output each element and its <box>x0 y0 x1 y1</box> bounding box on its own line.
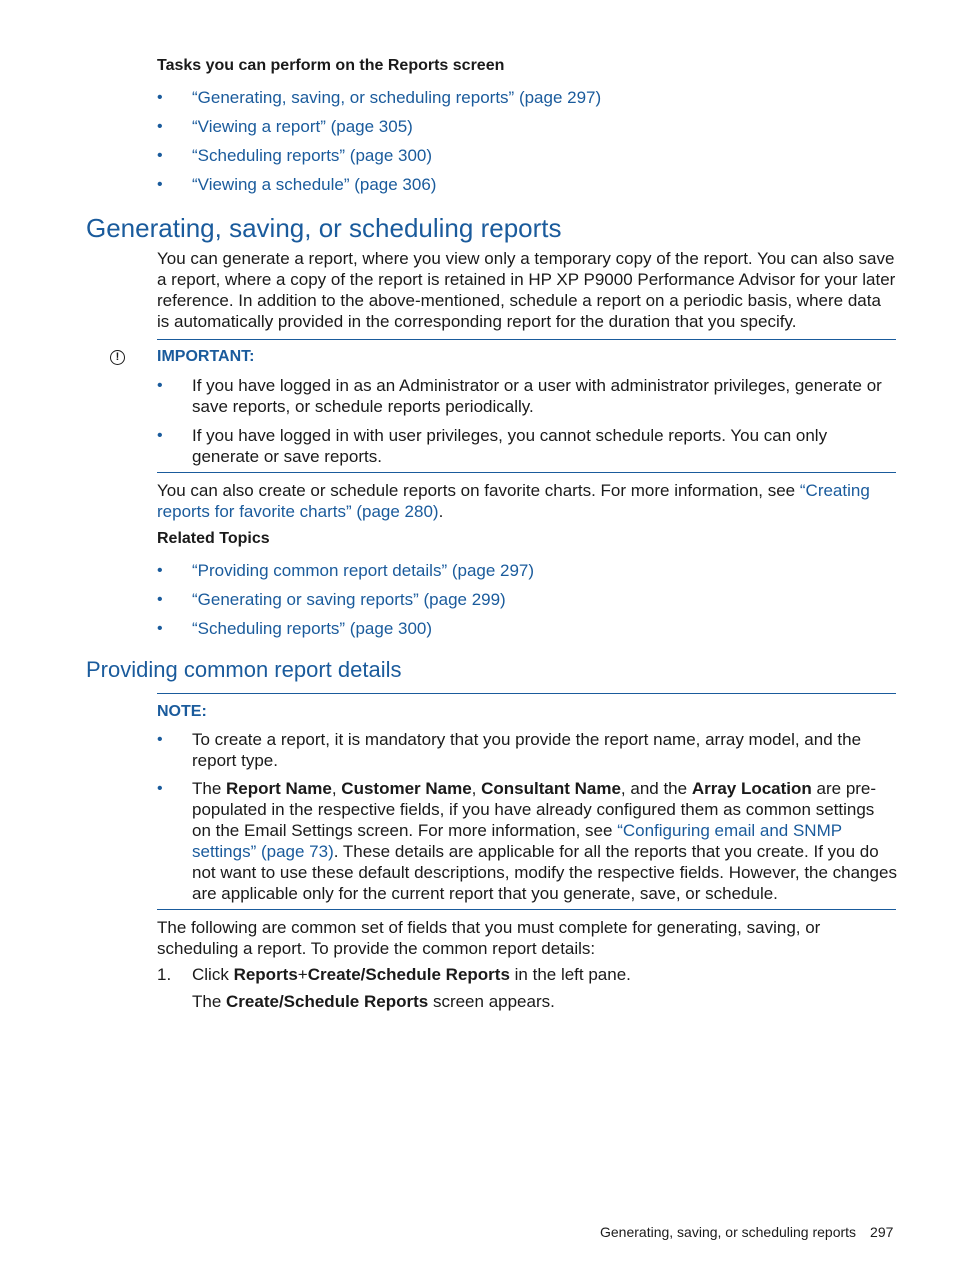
note-bold-report-name: Report Name <box>226 779 332 798</box>
step-bold-reports: Reports <box>233 965 298 984</box>
list-item[interactable] <box>157 560 897 581</box>
page-number: 297 <box>870 1224 894 1240</box>
task-link-generating[interactable]: “Generating, saving, or scheduling reports” (page 297) <box>192 88 602 107</box>
important-list <box>157 375 897 467</box>
favorites-paragraph <box>157 480 897 522</box>
section-title-generating: Generating, saving, or scheduling reports <box>86 213 562 243</box>
note-bold-customer-name: Customer Name <box>341 779 472 798</box>
tasks-heading: Tasks you can perform on the Reports screen <box>157 57 505 74</box>
important-bottom-rule <box>157 472 896 473</box>
list-item[interactable] <box>157 145 897 166</box>
related-link-providing[interactable]: “Providing common report details” (page 297) <box>192 561 535 580</box>
note-bottom-rule <box>157 909 896 910</box>
important-label: IMPORTANT: <box>157 348 255 365</box>
list-item <box>157 375 897 417</box>
step-result-bold: Create/Schedule Reports <box>226 992 429 1011</box>
note-text: are pre-populated in the respective fields, if you have already configured them as common settings on the Email Settings screen. For more information, see <box>192 779 877 840</box>
list-item[interactable] <box>157 618 897 639</box>
note-text: , <box>471 779 482 798</box>
note-bold-consultant-name: Consultant Name <box>481 779 621 798</box>
task-link-viewing-schedule[interactable]: “Viewing a schedule” (page 306) <box>192 175 437 194</box>
note-list <box>157 729 897 904</box>
step-1-text <box>192 964 897 985</box>
step-number: 1. <box>157 965 172 984</box>
related-link-scheduling[interactable]: “Scheduling reports” (page 300) <box>192 619 433 638</box>
list-item <box>157 425 897 467</box>
note-label: NOTE: <box>157 703 207 720</box>
note-text: The <box>192 779 227 798</box>
note-text: . These details are applicable for all the reports that you create. If you do not want to use these default descriptions, modify the respective fields. However, the changes are applicable only for the current report that you generate, save, or schedule. <box>192 842 897 903</box>
list-item[interactable] <box>157 174 897 195</box>
note-item-1: To create a report, it is mandatory that you provide the report name, array model, and the report type. <box>192 730 862 770</box>
step-text: in the left pane. <box>509 965 631 984</box>
step-result-text: The <box>192 992 227 1011</box>
step-1-result <box>192 991 897 1012</box>
favorites-link[interactable]: “Creating reports for favorite charts” (page 280) <box>157 481 870 521</box>
section1-intro: You can generate a report, where you view only a temporary copy of the report. You can also save a report, where a copy of the report is retained in HP XP P9000 Performance Advisor for your later reference. In addition to the above-mentioned, schedule a report on a periodic basis, where data is automatically provided in the corresponding report for the duration that you specify. <box>157 249 896 331</box>
step-text: + <box>297 965 308 984</box>
list-item[interactable] <box>157 589 897 610</box>
important-top-rule <box>157 339 896 340</box>
note-bold-array-location: Array Location <box>691 779 812 798</box>
related-link-generating-saving[interactable]: “Generating or saving reports” (page 299) <box>192 590 506 609</box>
step-result-text: screen appears. <box>428 992 555 1011</box>
task-link-scheduling[interactable]: “Scheduling reports” (page 300) <box>192 146 433 165</box>
tasks-list <box>157 87 897 195</box>
note-top-rule <box>157 693 896 694</box>
page-footer <box>600 1223 893 1241</box>
list-item <box>157 778 897 904</box>
list-item <box>157 729 897 771</box>
note-link-email-snmp[interactable]: “Configuring email and SNMP settings” (page 73) <box>192 821 842 861</box>
related-topics-heading: Related Topics <box>157 530 270 547</box>
fields-paragraph: The following are common set of fields that you must complete for generating, saving, or scheduling a report. To provide the common report details: <box>157 918 821 958</box>
list-item[interactable] <box>157 116 897 137</box>
important-icon: ! <box>110 350 125 365</box>
important-item-2: If you have logged in with user privileges, you cannot schedule reports. You can only generate or save reports. <box>192 426 828 466</box>
footer-title: Generating, saving, or scheduling reports <box>600 1224 857 1240</box>
step-bold-create-schedule: Create/Schedule Reports <box>307 965 510 984</box>
task-link-viewing-report[interactable]: “Viewing a report” (page 305) <box>192 117 413 136</box>
important-item-1: If you have logged in as an Administrator or a user with administrator privileges, generate or save reports, or schedule reports periodically. <box>192 376 882 416</box>
favorites-end: . <box>438 502 444 521</box>
related-topics-list <box>157 560 897 639</box>
note-text: , <box>331 779 342 798</box>
step-text: Click <box>192 965 234 984</box>
favorites-text: You can also create or schedule reports on favorite charts. For more information, see <box>157 481 800 500</box>
list-item[interactable] <box>157 87 897 108</box>
section-title-providing: Providing common report details <box>86 657 402 682</box>
note-text: , and the <box>620 779 692 798</box>
